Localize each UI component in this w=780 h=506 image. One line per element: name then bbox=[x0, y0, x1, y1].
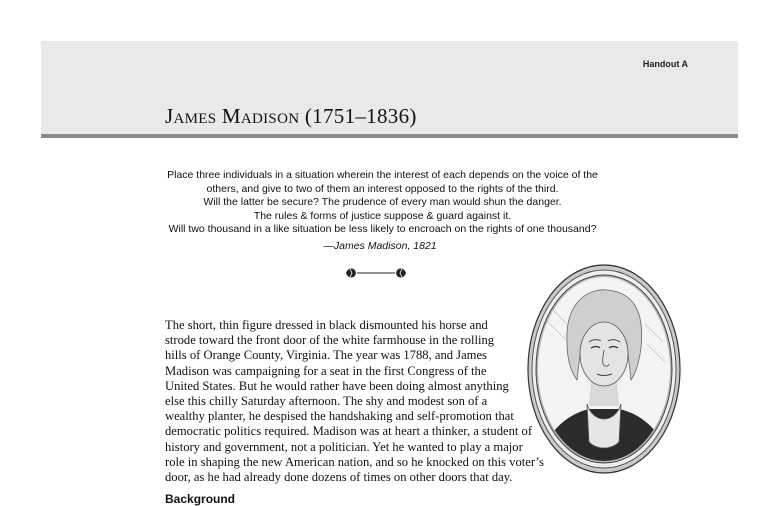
quote-line: Will two thousand in a like situation be less likely to encroach on the rights of one thousand? bbox=[168, 223, 597, 236]
body-line: United States. But he would rather have been doing almost anything bbox=[165, 378, 509, 393]
handout-label: Handout A bbox=[642, 59, 688, 69]
body-line: wealthy planter, he despised the handshaking and self-promotion that bbox=[165, 409, 514, 424]
quote-line: The rules & forms of justice suppose & guard against it. bbox=[253, 209, 512, 222]
quote-line: Place three individuals in a situation wherein the interest of each depends on the voice of the bbox=[167, 169, 598, 181]
fleuron-ornament-icon bbox=[342, 265, 410, 281]
body-line: The short, thin figure dressed in black dismounted his horse and bbox=[165, 318, 488, 332]
body-line: hills of Orange County, Virginia. The year was 1788, and James bbox=[165, 348, 487, 363]
body-line: strode toward the front door of the white farmhouse in the rolling bbox=[165, 333, 495, 348]
epigraph-quote bbox=[160, 169, 605, 237]
body-paragraph bbox=[165, 318, 544, 485]
body-line: Madison was campaigning for a seat in the first Congress of the bbox=[165, 363, 487, 378]
quote-line: others, and give to two of them an interest opposed to the rights of the third. bbox=[206, 182, 559, 195]
quote-attribution: —James Madison, 1821 bbox=[323, 240, 437, 252]
quote-line: Will the latter be secure? The prudence of every man would shun the danger. bbox=[203, 196, 562, 209]
body-line: history and government, not a politician. Yet he wanted to play a major bbox=[165, 439, 523, 454]
madison-portrait bbox=[527, 264, 681, 474]
body-line: else this chilly Saturday afternoon. The shy and modest son of a bbox=[165, 394, 488, 409]
body-line: role in shaping the new American nation, and so he knocked on this voter’s bbox=[165, 454, 544, 469]
header-rule bbox=[41, 134, 738, 138]
body-line: democratic politics required. Madison was at heart a thinker, a student of bbox=[165, 424, 533, 439]
body-line: door, as he had already done dozens of times on other doors that day. bbox=[165, 470, 513, 485]
section-heading: Background bbox=[165, 492, 236, 506]
page-title: James Madison (1751–1836) bbox=[165, 104, 417, 128]
